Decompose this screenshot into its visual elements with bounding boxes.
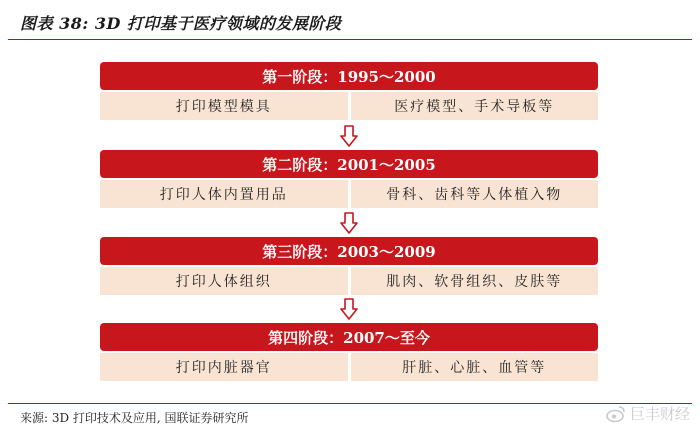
stage-row bbox=[100, 267, 598, 295]
stage-left-cell: 打印模型模具 bbox=[100, 92, 348, 120]
bottom-divider bbox=[8, 403, 692, 404]
stage-3 bbox=[100, 237, 598, 295]
stage-row bbox=[100, 92, 598, 120]
stage-row bbox=[100, 180, 598, 208]
stage-header: 第二阶段：2001～2005 bbox=[100, 150, 598, 178]
stage-right-cell: 肝脏、心脏、血管等 bbox=[351, 353, 599, 381]
stage-header: 第四阶段：2007～至今 bbox=[100, 323, 598, 351]
watermark bbox=[606, 403, 690, 424]
stage-right-cell: 骨科、齿科等人体植入物 bbox=[351, 180, 599, 208]
stage-2 bbox=[100, 150, 598, 208]
down-arrow-icon bbox=[340, 125, 358, 147]
top-divider bbox=[8, 39, 692, 40]
stage-header: 第一阶段：1995～2000 bbox=[100, 62, 598, 90]
stage-header: 第三阶段：2003～2009 bbox=[100, 237, 598, 265]
down-arrow-icon bbox=[340, 298, 358, 320]
stage-row bbox=[100, 353, 598, 381]
stage-4 bbox=[100, 323, 598, 381]
down-arrow-icon bbox=[340, 212, 358, 234]
source-note: 来源: 3D 打印技术及应用, 国联证券研究所 bbox=[20, 411, 249, 425]
stage-left-cell: 打印内脏器官 bbox=[100, 353, 348, 381]
watermark-text: 巨丰财经 bbox=[629, 405, 690, 423]
weibo-logo-icon bbox=[606, 405, 626, 423]
stage-left-cell: 打印人体组织 bbox=[100, 267, 348, 295]
figure-title: 图表 38: 3D 打印基于医疗领域的发展阶段 bbox=[20, 14, 342, 33]
stage-1 bbox=[100, 62, 598, 120]
stage-right-cell: 医疗模型、手术导板等 bbox=[351, 92, 599, 120]
stage-left-cell: 打印人体内置用品 bbox=[100, 180, 348, 208]
stage-right-cell: 肌肉、软骨组织、皮肤等 bbox=[351, 267, 599, 295]
